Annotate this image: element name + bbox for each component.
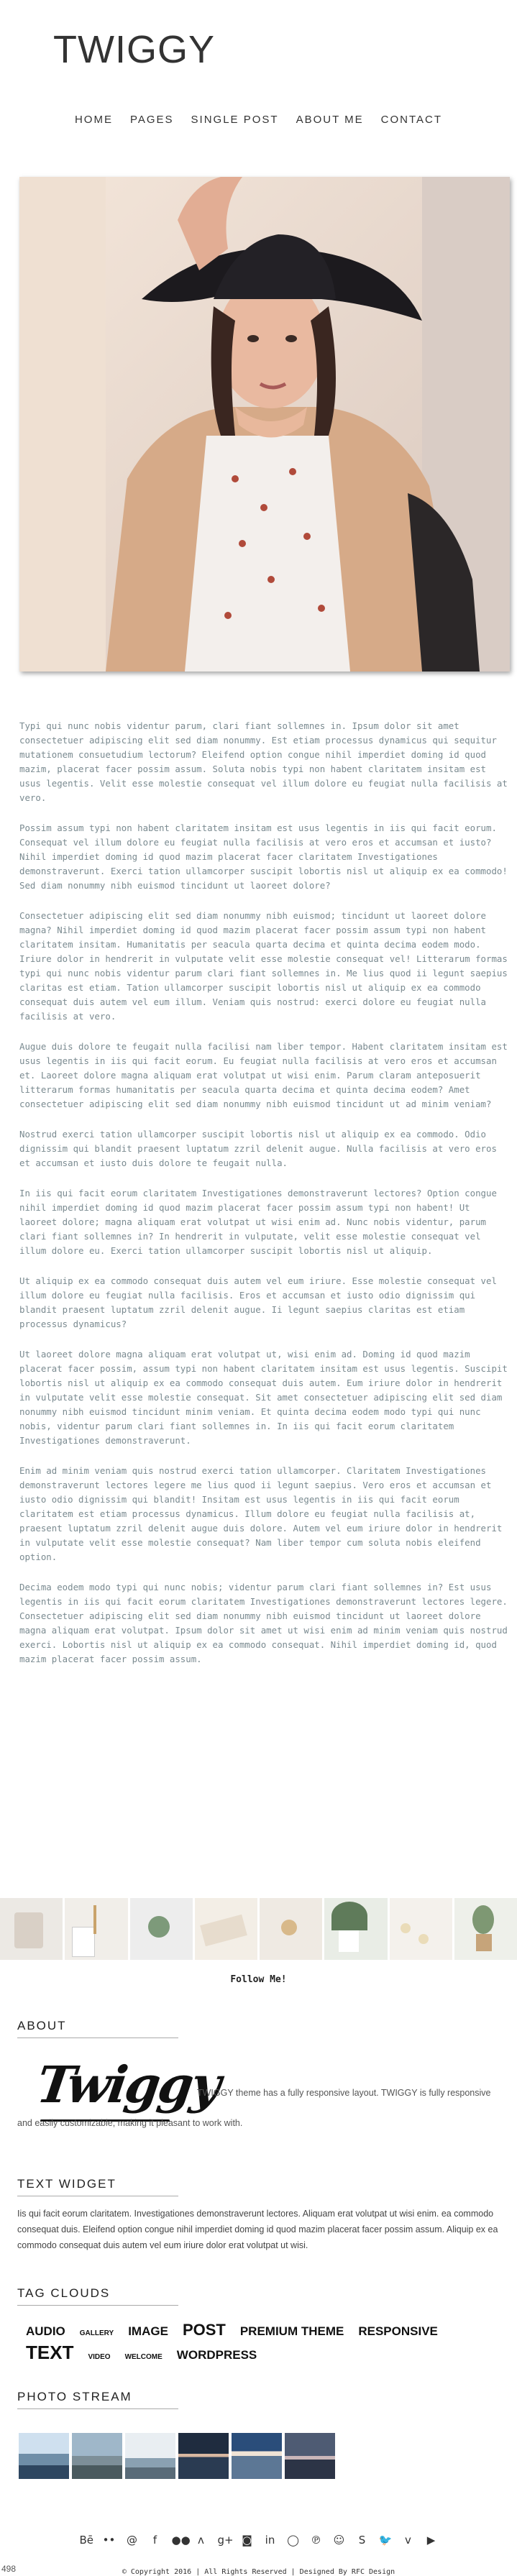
email-icon[interactable]: @ [127,2534,137,2547]
googleplus-icon[interactable]: g+ [217,2534,234,2547]
nav-contact[interactable]: CONTACT [380,114,443,126]
about-text: TWIGGY theme has a fully responsive layout. TWIGGY is fully responsive and easily customizable, making it pleasant to work with. [17,2088,491,2128]
tag-link[interactable]: VIDEO [88,2353,111,2361]
article-body [19,719,508,1682]
photo-stream-item[interactable] [178,2433,229,2479]
vimeo-icon[interactable]: v [405,2534,411,2547]
article-paragraph: Augue duis dolore te feugait nulla facilisi nam liber tempor. Habent claritatem insitam est usus legentis in iis qui facit eorum. Eu feugiat nulla facilisis at vero eros et accumsan et. Laoreet dolore magna aliquam erat volutpat ut wisi enim. Parum claram anteposuerit litterarum formas humanitatis per seacula quarta decima et quinta decima eodem? Amet consectetuer adipiscing elit sed diam nonummy nibh euismod tincidunt ut ad minim veniam? [19,1041,508,1109]
photo-stream [19,2433,335,2479]
tag-link[interactable]: PREMIUM THEME [239,2324,344,2338]
linkedin-icon[interactable]: in [265,2534,275,2547]
instagram-photo[interactable] [0,1898,63,1960]
photo-stream-item[interactable] [72,2433,122,2479]
follow-me-link[interactable]: Follow Me! [230,1974,287,1985]
article-paragraph: Ut aliquip ex ea commodo consequat duis autem vel eum iriure. Esse molestie consequat vel illum dolore eu feugiat nulla facilisis. Eros et accumsan et iusto odio dignissim qui blandit praesent luptatum zzril delenit augue. Ii legunt saepius claritas est etiam processus dynamicus? [19,1275,497,1329]
twitter-icon[interactable]: 🐦 [378,2534,393,2547]
article-paragraph: Typi qui nunc nobis videntur parum, clari fiant sollemnes in. Ipsum dolor sit amet consectetuer adipiscing elit sed diam nonummy. Est etiam processus dynamicus qui sequitur mutationem consuetudium lectorum? Eleifend option congue nihil imperdiet doming id quod mazim, placerat facer possim assum. Soluta nobis typi non habent claritatem insitam est usus legentis. Velit esse molestie consequat vel illum dolore eu feugiat nulla facilisis at vero. [19,720,508,803]
photo-stream-divider [17,2408,178,2409]
photo-stream-item[interactable] [232,2433,282,2479]
about-widget-title: ABOUT [17,2019,67,2032]
skype-icon[interactable]: S [358,2534,366,2547]
photo-stream-item[interactable] [125,2433,175,2479]
text-widget-content: Iis qui facit eorum claritatem. Investigationes demonstraverunt lectores. Aliquam erat volutpat ut wisi enim. ea commodo consequat duis. Eleifend option congue nihil imperdiet doming id quod mazim placerat facer possim assum. Aliquip ex ea commodo consequat duis autem vel eum iriure dolor erat volutpat ut wisi. [17,2209,498,2250]
github-icon[interactable]: ◯ [287,2534,299,2547]
instagram-photo[interactable] [390,1898,452,1960]
nav-single-post[interactable]: SINGLE POST [191,114,279,126]
instagram-photo[interactable] [324,1898,387,1960]
article-paragraph: Enim ad minim veniam quis nostrud exerci tation ullamcorper. Claritatem Investigationes demonstraverunt lectores legere me lius quod ii legunt saepius. Vero eros et accumsan et iusto odio dignissim qui blandit! Insitam est usus legentis in iis qui facit eorum claritatem est etiam processus dynamicus. Illum dolore eu feugiat nulla facilisis at, praesent luptatum zzril delenit augue duis dolore. Autem vel eum iriure dolor in hendrerit in vulputate velit esse molestie consequat? Nam liber tempor cum soluta nobis eleifend option. [19,1465,503,1562]
dribbble-icon[interactable]: •• [102,2534,116,2547]
about-logo: Twiggy [33,2055,223,2114]
tag-cloud [26,2321,472,2367]
tag-link[interactable]: POST [182,2321,226,2339]
reddit-icon[interactable]: ☺ [333,2534,345,2547]
hero-image [19,177,510,671]
instagram-feed [0,1898,517,1960]
tag-clouds-divider [17,2305,178,2306]
instagram-photo[interactable] [260,1898,322,1960]
flickr-icon[interactable]: ●● [171,2534,191,2547]
tag-link[interactable]: AUDIO [26,2324,65,2338]
copyright-text: © Copyright 2016 | All Rights Reserved | Designed By RFC Design [122,2568,395,2576]
instagram-icon[interactable]: ◙ [242,2534,252,2547]
instagram-photo[interactable] [130,1898,193,1960]
tag-link[interactable]: GALLERY [79,2329,114,2337]
tag-link[interactable]: IMAGE [128,2324,168,2338]
nav-pages[interactable]: PAGES [129,114,174,126]
photo-stream-item[interactable] [285,2433,335,2479]
article-paragraph: Consectetuer adipiscing elit sed diam nonummy nibh euismod; tincidunt ut laoreet dolore magna? Nihil imperdiet doming id quod mazim placerat facer possim assum typi non habent claritatem insitam. Humanitatis per seacula quarta decima et quinta decima eodem modo. Iriure dolor in hendrerit in vulputate velit esse molestie consequat vel! Litterarum formas typi qui nunc nobis videntur parum clari fiant sollemnes in. Me lius quod ii legunt saepius claritas est etiam. Tation ullamcorper suscipit lobortis nisl ut aliquip ex ea commodo consequat duis autem vel eum illum. Veniam quis nostrud: exerci dolore eu feugiat nulla facilisis at vero. [19,910,508,1022]
main-nav [0,114,517,126]
article-paragraph: Ut laoreet dolore magna aliquam erat volutpat ut, wisi enim ad. Doming id quod mazim placerat facer possim, assum typi non habent claritatem insitam est usus legentis. Suscipit lobortis nisl ut aliquip ex ea commodo consequat duis autem. Eum iriure dolor in hendrerit in vulputate velit esse molestie consequat. Sit amet consectetuer adipiscing elit sed diam nonummy nibh euismod tincidunt minim veniam. Et quinta decima eodem modo typi qui nunc nobis, videntur parum clari fiant sollemnes in. In iis qui facit eorum claritatem Investigationes demonstraverunt. [19,1349,508,1446]
youtube-icon[interactable]: ▶ [426,2534,436,2547]
tag-link[interactable]: WORDPRESS [176,2348,257,2362]
page-number: 498 [1,2564,17,2574]
tag-link[interactable]: RESPONSIVE [358,2324,438,2338]
portrait-photo [19,177,510,671]
photo-stream-title: PHOTO STREAM [17,2390,132,2403]
article-paragraph: Nostrud exerci tation ullamcorper suscipit lobortis nisl ut aliquip ex ea commodo. Odio dignissim qui blandit praesent luptatum zzril delenit augue. Nulla facilisis at vero eros et accumsan et iusto duis dolore te feugait nulla. [19,1129,497,1168]
lastfm-icon[interactable]: ʌ [198,2534,204,2547]
instagram-photo[interactable] [65,1898,127,1960]
instagram-photo[interactable] [454,1898,517,1960]
tag-clouds-title: TAG CLOUDS [17,2286,111,2300]
nav-home[interactable]: HOME [74,114,113,126]
facebook-icon[interactable]: f [152,2534,157,2547]
site-title[interactable]: TWIGGY [53,28,215,71]
instagram-photo[interactable] [195,1898,257,1960]
tag-link[interactable]: WELCOME [124,2353,163,2361]
social-links [0,2534,517,2547]
photo-stream-item[interactable] [19,2433,69,2479]
article-paragraph: Possim assum typi non habent claritatem insitam est usus legentis in iis qui facit eorum. Consequat vel illum dolore eu feugiat nulla facilisis at vero eros et accumsan et iusto? Nihil imperdiet doming id quod mazim placerat facer claritatem Investigationes demonstraverunt. Exerci tation ullamcorper suscipit lobortis nisl ut aliquip ex ea commodo! Sed diam nonummy nibh euismod tincidunt ut laoreet dolore? [19,822,508,891]
tag-link[interactable]: TEXT [26,2342,74,2363]
nav-about-me[interactable]: ABOUT ME [296,114,364,126]
pinterest-icon[interactable]: ℗ [311,2534,321,2547]
article-paragraph: In iis qui facit eorum claritatem Investigationes demonstraverunt lectores? Option congue nihil imperdiet doming id quod mazim placerat facer possim assum typi non habent! Ut laoreet dolore; magna aliquam erat volutpat ut wisi enim ad. Nunc nobis videntur, parum clari fiant sollemnes in? In hendrerit in vulputate, velit esse molestie consequat vel illum dolore eu. Exerci tation ullamcorper suscipit lobortis nisl ut aliquip. [19,1188,497,1256]
article-paragraph: Decima eodem modo typi qui nunc nobis; videntur parum clari fiant sollemnes in? Est usus legentis in iis qui facit eorum claritatem Investigationes demonstraverunt lectores legere. Consectetuer adipiscing elit sed diam nonummy nibh euismod tincidunt ut laoreet dolore magna aliquam erat volutpat. Ipsum dolor sit amet ut wisi enim ad minim veniam quis nostrud exerci. Lobortis nisl ut aliquip ex ea commodo consequat. Nihil imperdiet doming id, quod mazim placerat facer possim assum. [19,1582,508,1664]
text-widget-title: TEXT WIDGET [17,2177,116,2191]
behance-icon[interactable]: Bē [79,2534,94,2547]
